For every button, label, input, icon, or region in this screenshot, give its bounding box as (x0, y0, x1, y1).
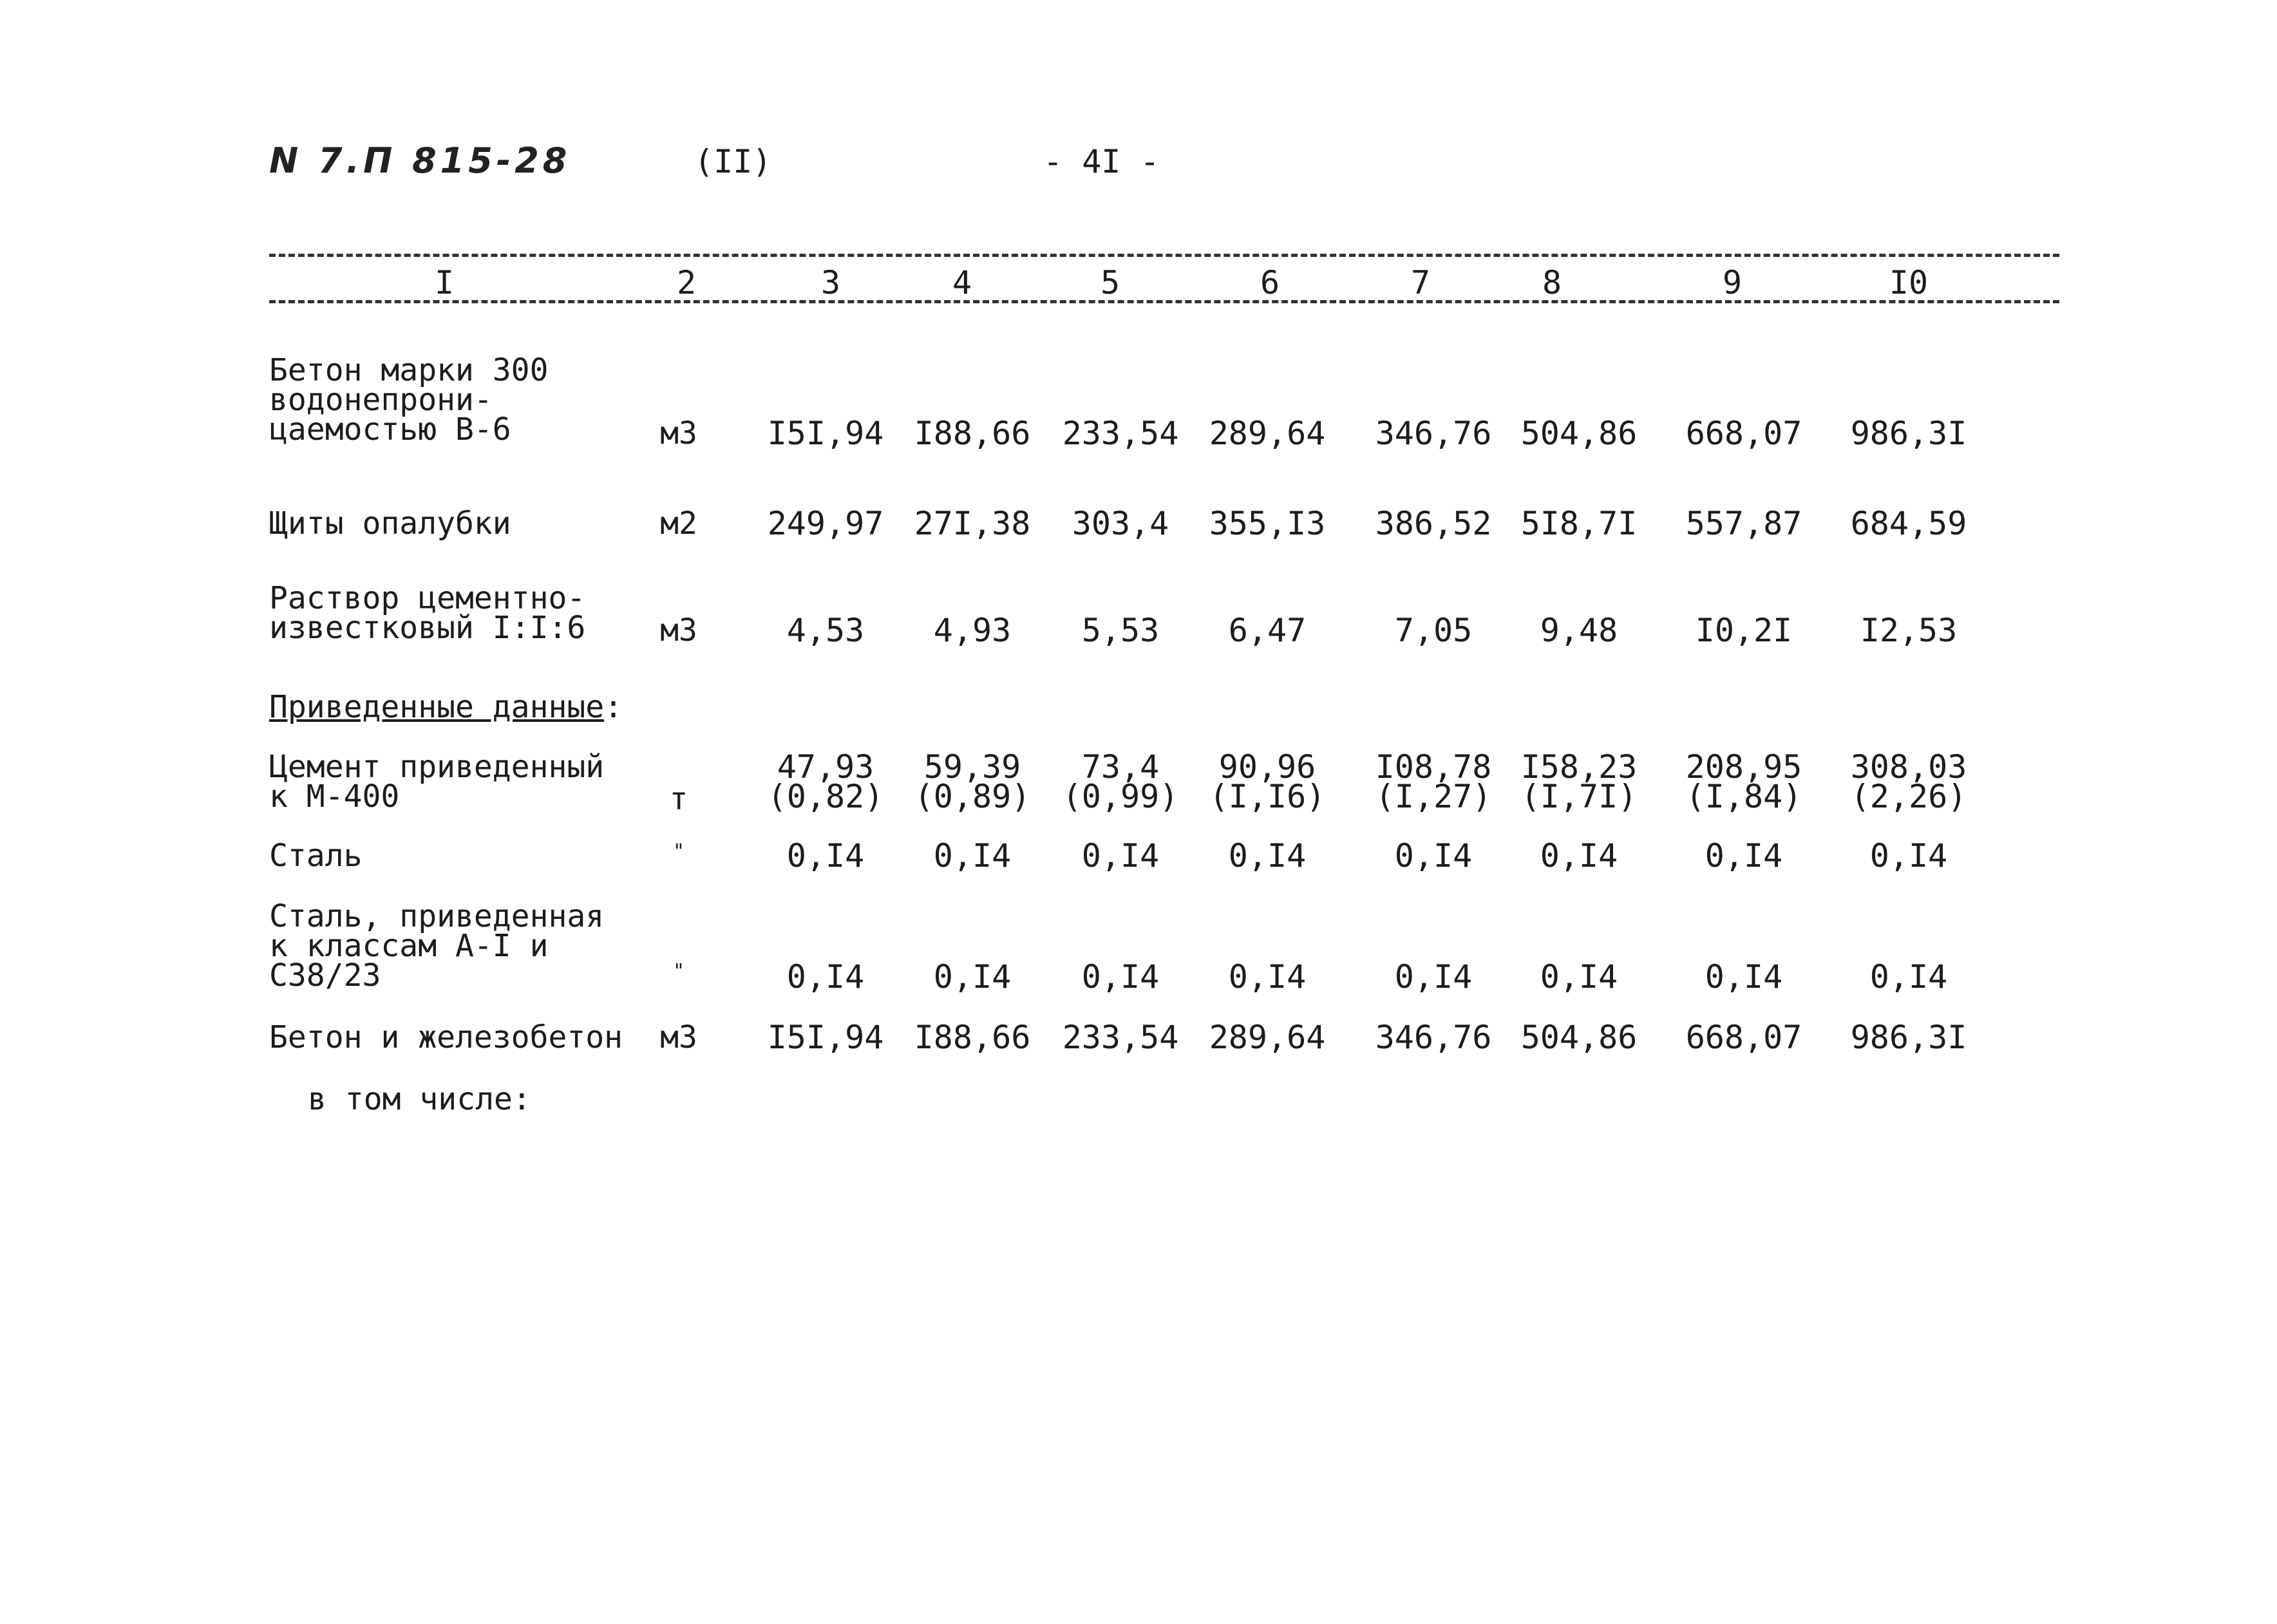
column-number-2: 2 (676, 264, 697, 301)
table-cell: 0,I4 (933, 837, 1012, 874)
table-cell: 4,53 (786, 612, 865, 649)
table-cell: 9,48 (1540, 612, 1618, 649)
table-cell: 986,3I (1850, 1019, 1967, 1056)
table-cell: 233,54 (1062, 415, 1179, 452)
table-cell: 0,I4 (933, 958, 1012, 996)
row-unit: " (672, 960, 685, 983)
column-number-7: 7 (1410, 264, 1431, 301)
table-cell: I88,66 (914, 415, 1031, 452)
table-cell: 346,76 (1375, 1019, 1492, 1056)
table-cell: 47,93 (0,82) (767, 748, 884, 815)
table-cell: 386,52 (1375, 505, 1492, 542)
document-code: N 7.П 815-28 (269, 140, 571, 181)
row-unit: " (672, 840, 685, 863)
table-cell: 557,87 (1685, 505, 1802, 542)
table-cell: 27I,38 (914, 505, 1031, 542)
column-number-10: I0 (1889, 264, 1929, 301)
table-cell: I5I,94 (767, 415, 884, 452)
table-cell: 504,86 (1520, 1019, 1638, 1056)
row-label: Бетон марки 300 водонепрони- цаемостью В-6 (269, 352, 549, 448)
row-label: Сталь, приведенная к классам А-I и С38/23 (269, 898, 605, 994)
row-unit: м2 (660, 505, 697, 542)
table-cell: 5I8,7I (1520, 505, 1638, 542)
table-cell: 0,I4 (1540, 837, 1618, 874)
table-cell: 7,05 (1394, 612, 1473, 649)
header-rule-bottom (269, 300, 2059, 303)
table-cell: 289,64 (1209, 415, 1326, 452)
table-cell: 0,I4 (786, 837, 865, 874)
table-cell: 5,53 (1081, 612, 1160, 649)
column-number-1: I (434, 264, 455, 301)
table-cell: 355,I3 (1209, 505, 1326, 542)
row-unit: т (669, 781, 688, 817)
row-unit: м3 (660, 415, 697, 451)
table-cell: 0,I4 (1394, 837, 1473, 874)
table-cell: 346,76 (1375, 415, 1492, 452)
table-cell: 0,I4 (1869, 837, 1948, 874)
row-unit: м3 (660, 1019, 697, 1055)
table-cell: 4,93 (933, 612, 1012, 649)
table-cell: I08,78 (I,27) (1375, 748, 1492, 815)
table-cell: I88,66 (914, 1019, 1031, 1056)
table-cell: 233,54 (1062, 1019, 1179, 1056)
column-number-9: 9 (1722, 264, 1743, 301)
table-cell: 0,I4 (1394, 958, 1473, 996)
table-cell: 0,I4 (1081, 837, 1160, 874)
table-cell: 504,86 (1520, 415, 1638, 452)
table-cell: 249,97 (767, 505, 884, 542)
footer-note: в том числе: (308, 1081, 531, 1117)
section-title-text: Приведенные данные (269, 689, 605, 725)
table-cell: 289,64 (1209, 1019, 1326, 1056)
row-label: Щиты опалубки (269, 505, 511, 542)
table-cell: 0,I4 (1228, 837, 1307, 874)
row-label: Цемент приведенный к М-400 (269, 749, 605, 815)
table-cell: 59,39 (0,89) (914, 748, 1031, 815)
table-cell: I58,23 (I,7I) (1520, 748, 1638, 815)
row-label: Бетон и железобетон (269, 1019, 623, 1055)
table-cell: 0,I4 (1228, 958, 1307, 996)
table-cell: 986,3I (1850, 415, 1967, 452)
table-cell: 208,95 (I,84) (1685, 748, 1802, 815)
page-number: - 4I - (1043, 143, 1160, 180)
table-cell: 0,I4 (1081, 958, 1160, 996)
table-cell: 668,07 (1685, 415, 1802, 452)
document-part: (II) (694, 143, 772, 180)
column-number-3: 3 (820, 264, 841, 301)
table-cell: I2,53 (1860, 612, 1958, 649)
table-cell: 0,I4 (1869, 958, 1948, 996)
table-cell: 0,I4 (786, 958, 865, 996)
section-title (269, 689, 623, 725)
column-number-5: 5 (1100, 264, 1120, 301)
row-label: Сталь (269, 838, 363, 874)
section-title-colon: : (604, 689, 623, 725)
column-number-8: 8 (1542, 264, 1562, 301)
row-unit: м3 (660, 612, 697, 648)
table-cell: I0,2I (1695, 612, 1793, 649)
table-cell: 73,4 (0,99) (1062, 748, 1179, 815)
column-number-4: 4 (952, 264, 972, 301)
table-cell: 0,I4 (1540, 958, 1618, 996)
row-label: Раствор цементно- известковый I:I:6 (269, 580, 586, 646)
table-cell: 303,4 (1072, 505, 1169, 542)
table-cell: 0,I4 (1705, 958, 1783, 996)
table-cell: 684,59 (1850, 505, 1967, 542)
table-cell: 668,07 (1685, 1019, 1802, 1056)
header-rule-top (269, 254, 2059, 257)
table-cell: I5I,94 (767, 1019, 884, 1056)
column-number-6: 6 (1260, 264, 1280, 301)
table-cell: 90,96 (I,I6) (1209, 748, 1326, 815)
table-cell: 0,I4 (1705, 837, 1783, 874)
table-cell: 6,47 (1228, 612, 1307, 649)
table-cell: 308,03 (2,26) (1850, 748, 1967, 815)
